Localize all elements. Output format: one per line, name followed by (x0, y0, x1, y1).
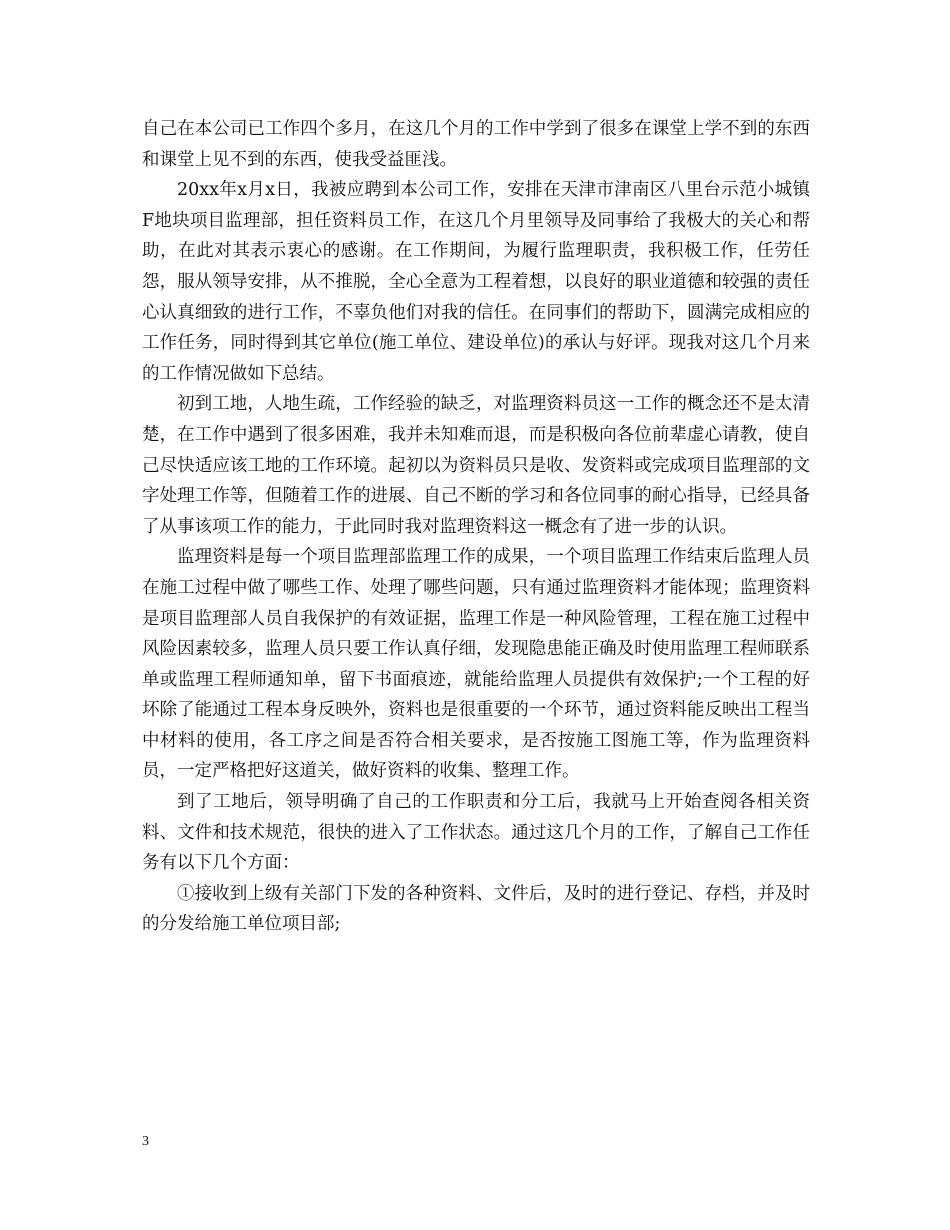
page-number: 3 (142, 1134, 149, 1149)
paragraph-intro: 自己在本公司已工作四个多月，在这几个月的工作中学到了很多在课堂上学不到的东西和课堂上见不到的东西，使我受益匪浅。 (142, 119, 810, 170)
document-body (142, 114, 810, 940)
paragraph-duties-intro: 到了工地后，领导明确了自己的工作职责和分工后，我就马上开始查阅各相关资料、文件和技术规范，很快的进入了工作状态。通过这几个月的工作，了解自己工作任务有以下几个方面： (142, 792, 810, 874)
paragraph-supervision-records: 监理资料是每一个项目监理部监理工作的成果，一个项目监理工作结束后监理人员在施工过程中做了哪些工作、处理了哪些问题，只有通过监理资料才能体现；监理资料是项目监理部人员自我保护的有效证据，监理工作是一种风险管理，工程在施工过程中风险因素较多，监理人员只要工作认真仔细，发现隐患能正确及时使用监理工程师联系单或监理工程师通知单，留下书面痕迹，就能给监理人员提供有效保护;一个工程的好坏除了能通过工程本身反映外，资料也是很重要的一个环节，通过资料能反映出工程当中材料的使用，各工序之间是否符合相关要求，是否按施工图施工等，作为监理资料员，一定严格把好这道关，做好资料的收集、整理工作。 (142, 547, 810, 782)
paragraph-first-arrival: 初到工地，人地生疏，工作经验的缺乏，对监理资料员这一工作的概念还不是太清楚，在工作中遇到了很多困难，我并未知难而退，而是积极向各位前辈虚心请教，使自己尽快适应该工地的工作环境。起初以为资料员只是收、发资料或完成项目监理部的文字处理工作等，但随着工作的进展、自己不断的学习和各位同事的耐心指导，已经具备了从事该项工作的能力，于此同时我对监理资料这一概念有了进一步的认识。 (142, 394, 810, 537)
paragraph-employment: 20xx年x月x日，我被应聘到本公司工作，安排在天津市津南区八里台示范小城镇F地块项目监理部，担任资料员工作，在这几个月里领导及同事给了我极大的关心和帮助，在此对其表示衷心的感谢。在工作期间，为履行监理职责，我积极工作，任劳任怨，服从领导安排，从不推脱，全心全意为工程着想，以良好的职业道德和较强的责任心认真细致的进行工作，不辜负他们对我的信任。在同事们的帮助下，圆满完成相应的工作任务，同时得到其它单位(施工单位、建设单位)的承认与好评。现我对这几个月来的工作情况做如下总结。 (142, 180, 810, 384)
paragraph-duty-item-1: ①接收到上级有关部门下发的各种资料、文件后，及时的进行登记、存档，并及时的分发给施工单位项目部; (142, 883, 810, 935)
